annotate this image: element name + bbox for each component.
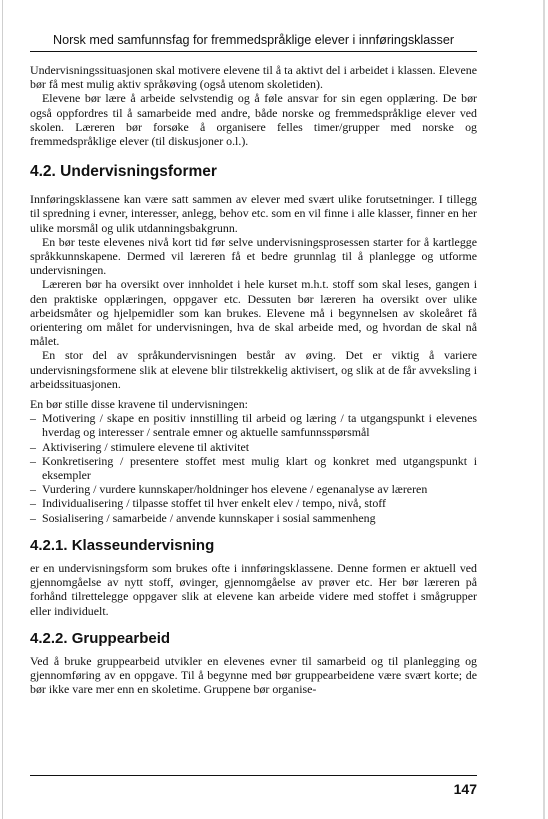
- footer-rule: [30, 775, 477, 776]
- running-header: Norsk med samfunnsfag for fremmedspråklige elever i innføringsklasser: [52, 33, 455, 47]
- page-number: 147: [453, 781, 477, 797]
- section-heading-4-2-1: 4.2.1. Klasseundervisning: [30, 536, 215, 554]
- list-item: – Vurdering / vurdere kunnskaper/holdninger hos elevene / egenanalyse av læreren: [30, 482, 477, 496]
- section-4-2-paragraph-4: En stor del av språkundervisningen består av øving. Det er viktig å variere undervisningsformene slik at elevene blir tilstrekkelig aktivisert, og slik at de får avveksling i arbeidssituasjonen.: [30, 348, 477, 391]
- section-4-2-2-paragraph: Ved å bruke gruppearbeid utvikler en elevenes evner til samarbeid og til planlegging og gjennomføring av en oppgave. Til å begynne med bør gruppearbeidene være svært korte; de bør ikke vare mer enn en skoletime. Gruppene bør organise-: [30, 653, 477, 697]
- header-rule: [30, 51, 477, 52]
- page-body: [30, 63, 477, 696]
- list-item: – Individualisering / tilpasse stoffet til hver enkelt elev / tempo, nivå, stoff: [30, 496, 477, 510]
- section-4-2-paragraph-2: En bør teste elevenes nivå kort tid før selve undervisningsprosessen starter for å kartlegge språkkunnskapene. Dermed vil læreren få et bedre grunnlag til å planlegge og utforme undervisningen.: [30, 234, 477, 278]
- page-edge-right: [543, 0, 545, 819]
- requirements-intro: En bør stille disse kravene til undervisningen:: [30, 397, 248, 412]
- list-item: – Aktivisering / stimulere elevene til aktivitet: [30, 440, 477, 454]
- section-4-2-paragraph-1: Innføringsklassene kan være satt sammen av elever med svært ulike forutsetninger. I tillegg til spredning i evner, interesser, anlegg, behov etc. som en vil finne i alle klasser, finner en her ulike morsmål og ulik utdanningsbakgrunn.: [30, 192, 477, 235]
- section-heading-4-2: 4.2. Undervisningsformer: [30, 163, 217, 181]
- list-item: – Motivering / skape en positiv innstilling til arbeid og læring / ta utgangspunkt i elevenes hverdag og interesser / sentrale emner og aktuelle samfunnsspørsmål: [30, 411, 477, 439]
- intro-paragraph-2: Elevene bør lære å arbeide selvstendig og å føle ansvar for sin egen opplæring. De bør også oppfordres til å samarbeide med andre, både norske og fremmedspråklige elever ved skolen. Læreren bør forsøke å organisere felles timer/grupper med norske og fremmedspråklige elever (til diskusjoner o.l.).: [30, 91, 477, 149]
- section-4-2-paragraph-3: Læreren bør ha oversikt over innholdet i hele kurset m.h.t. stoff som skal leses, gangen i den praktiske opplæringen, oppgaver etc. Dessuten bør læreren ha oversikt over ulike arbeidsmåter og hjelpemidler som kan brukes. Elevene må i begynnelsen av skoleåret få orientering om målet for undervisningen, hva de skal arbeide med, og hvordan de skal nå målet.: [30, 277, 477, 349]
- page-edge-left: [2, 0, 3, 819]
- list-item: – Konkretisering / presentere stoffet mest mulig klart og konkret med utgangspunkt i eksempler: [30, 454, 477, 482]
- intro-paragraph-1: Undervisningssituasjonen skal motivere elevene til å ta aktivt del i arbeidet i klassen. Elevene bør få mest mulig aktiv språkøving (også utenom skoletiden).: [30, 63, 477, 92]
- requirements-list: [30, 411, 477, 525]
- section-4-2-1-paragraph: er en undervisningsform som brukes ofte i innføringsklassene. Denne formen er aktuell ved gjennomgåelse av nytt stoff, øvinger, gjennomgåelse av prøver etc. Her bør læreren på forhånd tilrettelegge oppgaver slik at elevene kan arbeide videre med stoffet i smågrupper eller individuelt.: [30, 560, 477, 618]
- list-item: – Sosialisering / samarbeide / anvende kunnskaper i sosial sammenheng: [30, 511, 477, 525]
- section-heading-4-2-2: 4.2.2. Gruppearbeid: [30, 629, 171, 647]
